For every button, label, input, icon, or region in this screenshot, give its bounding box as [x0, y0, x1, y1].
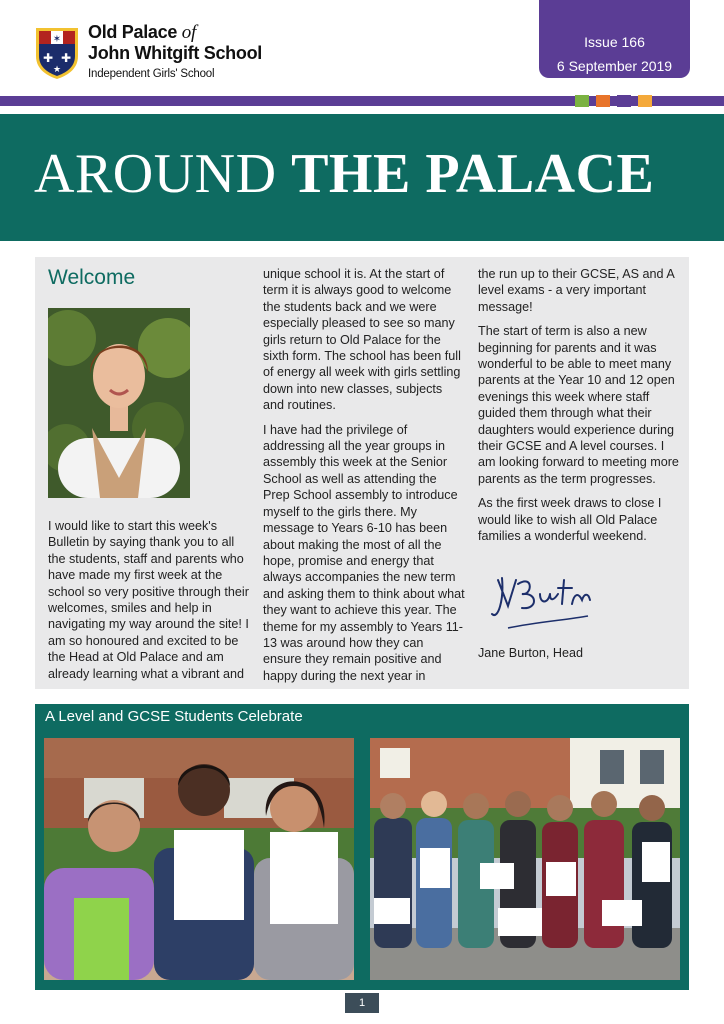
welcome-heading: Welcome: [48, 266, 136, 289]
signoff-name: Jane Burton, Head: [478, 646, 584, 660]
students-photo-right: [370, 738, 680, 980]
svg-text:✚: ✚: [42, 51, 54, 65]
celebrate-heading: A Level and GCSE Students Celebrate: [45, 708, 303, 725]
school-name-line1: Old Palace: [88, 22, 178, 42]
svg-text:★: ★: [52, 65, 62, 75]
school-crest-logo: [34, 26, 80, 80]
issue-date: 6 September 2019: [556, 58, 673, 74]
school-name: [88, 22, 262, 64]
header-divider-bar: [0, 96, 724, 106]
masthead-title: [34, 142, 654, 206]
head-portrait-photo: [48, 308, 190, 498]
welcome-paragraph: I have had the privilege of addressing all the year groups in assembly this week at the Senior School as well as attending the Prep School assembly to introduce myself to the girls there. My message to Years 6-10 has been about making the most of all the hope, promise and energy that always accompanies the new term and asking them to think about what they want to achieve this year. The theme for my assembly to Years 11-13 was around how they can ensure they remain positive and happy during the next year in: [263, 422, 465, 683]
school-subtitle: Independent Girls' School: [88, 68, 215, 80]
svg-text:✶: ✶: [52, 34, 62, 45]
welcome-paragraph: unique school it is. At the start of term it is always good to welcome the students back and we were especially pleased to see so many girls return to Old Palace for the sixth form. The school has been full of energy all week with girls settling down into new classes, subjects and routines.: [263, 267, 461, 413]
masthead-title-light: AROUND: [34, 143, 292, 205]
accent-square-yellow: [638, 95, 652, 107]
welcome-paragraph: As the first week draws to close I would like to wish all Old Palace families a wonderful weekend.: [478, 496, 662, 544]
issue-badge: [539, 0, 690, 78]
masthead-title-bold: THE PALACE: [291, 143, 655, 205]
accent-square-purple: [617, 95, 631, 107]
issue-number: Issue 166: [584, 34, 645, 50]
welcome-paragraph: I would like to start this week's Bulletin by saying thank you to all the students, staff and parents who have made my first week at the school so very positive through their welcomes, smiles and help in navigating my way around the site! I am so honoured and excited to be the Head at Old Palace and am already learning what a vibrant and: [48, 519, 249, 681]
welcome-column-3: [478, 266, 682, 553]
page-number: 1: [345, 993, 379, 1013]
welcome-paragraph: The start of term is also a new beginning for parents and it was wonderful to be able to meet many parents at the Year 10 and 12 open evenings this week where staff guided them through what their daughters would experience during their GCSE and A level courses. I am looking forward to meeting more parents as the term progresses.: [478, 324, 679, 486]
svg-text:✚: ✚: [60, 51, 72, 65]
welcome-paragraph: the run up to their GCSE, AS and A level exams - a very important message!: [478, 267, 675, 314]
accent-square-green: [575, 95, 589, 107]
accent-square-orange: [596, 95, 610, 107]
welcome-column-1: [48, 518, 250, 690]
handwritten-signature: [488, 570, 598, 640]
school-name-line2: John Whitgift School: [88, 43, 262, 63]
masthead-banner: [0, 114, 724, 241]
students-photo-left: [44, 738, 354, 980]
school-name-of: of: [181, 22, 196, 43]
welcome-column-2: [263, 266, 465, 692]
